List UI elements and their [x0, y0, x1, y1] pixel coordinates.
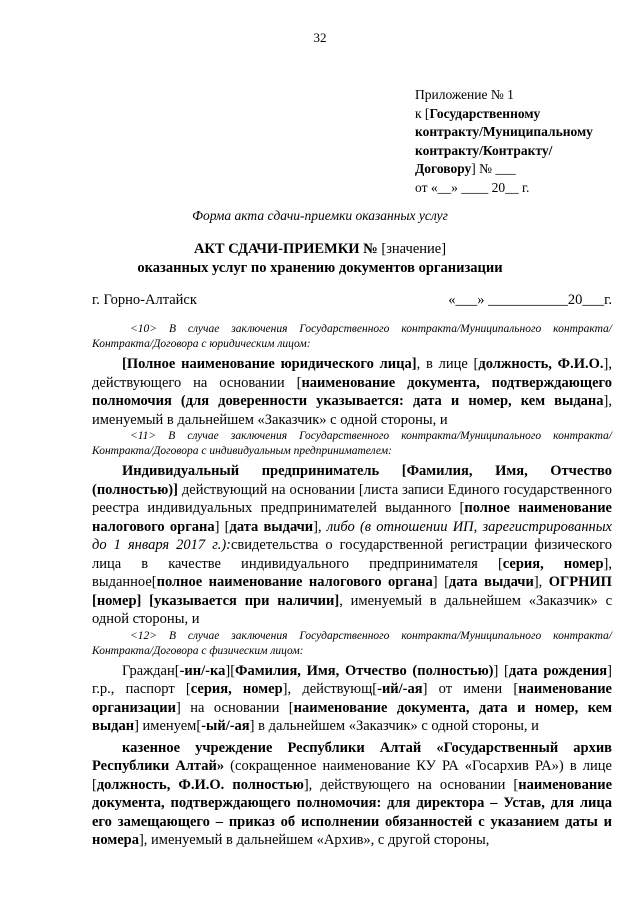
text: ] именуем[ — [134, 718, 202, 734]
text: ] на основании [ — [176, 699, 294, 716]
act-title-number: [значение] — [381, 241, 447, 257]
text: ], выданное[ — [92, 555, 612, 590]
text-bold: -ий/-ая — [377, 681, 423, 697]
text-bold: -ый/-ая — [201, 718, 250, 734]
paragraph-individual — [92, 662, 612, 736]
act-title-line: оказанных услуг по хранению документов организации — [137, 260, 503, 276]
paragraph-legal-entity — [92, 355, 612, 429]
text: ], действующ[ — [282, 681, 378, 697]
page-number: 32 — [313, 30, 327, 45]
text: Граждан[ — [122, 662, 180, 679]
text-bold: Индивидуальный предприниматель [Фамилия, Имя, Отчество (полностью)] — [92, 463, 612, 498]
text-bold: наименование документа, подтверждающего полномочия: для директора – Устав, для лица его замещающего – приказ об исполнении обязанностей с указанием даты и номера — [92, 776, 613, 848]
appendix-bold-text: Договору — [415, 161, 472, 176]
text: ][ — [225, 662, 236, 679]
paragraph-archive — [92, 739, 612, 850]
text-bold: серия, номер — [502, 555, 604, 572]
date-placeholder: «___» ___________20___г. — [448, 292, 612, 308]
text: , в лице [ — [416, 356, 479, 372]
appendix-header — [415, 86, 615, 197]
appendix-text: ] № ___ — [471, 161, 516, 176]
text-bold: -ин/-ка — [179, 662, 226, 679]
text: ], именуемый в дальнейшем «Архив», с другой стороны, — [138, 832, 490, 848]
text-italic: либо (в отношении ИП, зарегистрированных до 1 января 2017 г.): — [92, 518, 612, 553]
text: ], — [313, 518, 327, 535]
appendix-line — [415, 105, 615, 124]
act-title — [0, 240, 640, 278]
text-bold: ОГРНИП [номер] [указывается при наличии] — [92, 574, 612, 609]
text: свидетельства о государственной регистрации физического лица в качестве индивидуального предпринимателя [ — [92, 537, 612, 572]
text: ], действующего на основании [ — [92, 356, 612, 391]
footnote-12: <12> В случае заключения Государственного контракта/Муниципального контракта/Контракта/Договора с физическим лицом: — [92, 629, 612, 657]
appendix-line: Приложение № 1 — [415, 87, 514, 102]
text-bold: дата рождения — [508, 662, 608, 679]
paragraph-entrepreneur — [92, 462, 612, 629]
appendix-bold-text: контракту/Контракту/ — [415, 142, 553, 158]
text-bold: казенное учреждение Республики Алтай «Государственный архив Республики Алтай» — [92, 739, 612, 774]
text: , именуемый в дальнейшем «Заказчик» с одной стороны, и — [92, 592, 612, 627]
text-bold: должность, Ф.И.О. — [478, 356, 604, 372]
text-bold: наименование документа, дата и номер, кем выдан — [92, 699, 613, 734]
text: ], именуемый в дальнейшем «Заказчик» с одной стороны, и — [92, 393, 612, 428]
appendix-bold-text: Государственному — [429, 105, 541, 121]
appendix-line: от «__» ____ 20__ г. — [415, 179, 530, 195]
appendix-line — [415, 123, 615, 142]
text-bold: должность, Ф.И.О. полностью — [96, 776, 304, 793]
text-bold: полное наименование налогового органа — [156, 574, 433, 590]
footnote-10: <10> В случае заключения Государственного контракта/Муниципального контракта/Контракта/Договора с юридическим лицом: — [92, 323, 612, 350]
text: ], — [533, 574, 549, 590]
footnote-11: <11> В случае заключения Государственного контракта/Муниципального контракта/Контракта/Договора с индивидуальным предпринимателем: — [92, 430, 612, 457]
act-title-bold: АКТ СДАЧИ-ПРИЕМКИ № — [193, 241, 382, 257]
text-bold: дата выдачи — [229, 518, 314, 535]
form-caption: Форма акта сдачи-приемки оказанных услуг — [192, 208, 448, 223]
city-date-row — [92, 292, 612, 309]
appendix-bold-text: контракту/Муниципальному — [415, 124, 593, 139]
text-bold: наименование организации — [92, 681, 612, 716]
text: ] от имени [ — [422, 681, 519, 697]
text: ] [ — [493, 662, 509, 679]
city-name: г. Горно-Алтайск — [92, 292, 197, 308]
body-text — [92, 322, 612, 850]
text-bold: серия, номер — [190, 681, 283, 697]
text-bold: полное наименование налогового органа — [92, 500, 612, 535]
appendix-text: к [ — [415, 105, 430, 121]
act-title-line — [0, 240, 640, 259]
text-bold: дата выдачи — [448, 574, 534, 590]
text: ], действующего на основании [ — [303, 776, 519, 793]
text: действующий на основании [листа записи Единого государственного реестра индивидуальных предпринимателей выданного [ — [92, 481, 612, 516]
text-bold: Фамилия, Имя, Отчество (полностью) — [235, 662, 494, 679]
text: ] [ — [432, 574, 449, 590]
text-bold: наименование документа, подтверждающего полномочия (для доверенности указывается: дата и номер, кем выдана — [92, 374, 612, 409]
text: ] в дальнейшем «Заказчик» с одной стороны, и — [249, 718, 539, 734]
appendix-line — [415, 160, 615, 179]
text: (сокращенное наименование КУ РА «Госархив РА») в лице [ — [92, 758, 612, 793]
appendix-line — [415, 142, 615, 161]
text: ] г.р., паспорт [ — [92, 662, 612, 697]
text-bold: [Полное наименование юридического лица] — [122, 356, 417, 372]
text: ] [ — [214, 518, 230, 535]
